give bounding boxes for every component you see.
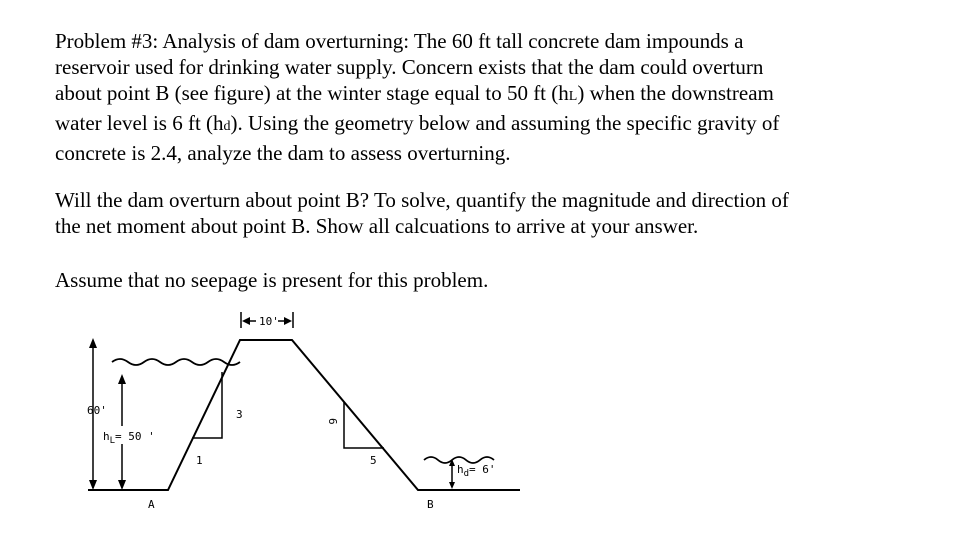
problem-line-3-text: about point B (see figure) at the winter stage equal to 50 ft (h <box>55 81 569 105</box>
hd-label-h: h <box>457 463 464 476</box>
dam-outline <box>88 340 520 490</box>
problem-line-1: Problem #3: Analysis of dam overturning: The 60 ft tall concrete dam impounds a <box>55 29 744 53</box>
hd-label-sub: d <box>463 469 470 479</box>
hl-label-sub: L <box>109 436 116 446</box>
problem-line-5: concrete is 2.4, analyze the dam to assess overturning. <box>55 141 511 165</box>
assumption-line: Assume that no seepage is present for this problem. <box>55 268 489 292</box>
hl-arrow-bottom-icon <box>118 480 126 490</box>
top-width-arrow-right-icon <box>284 317 292 325</box>
downstream-slope-rise-label: 6 <box>326 418 339 425</box>
downstream-slope-run-label: 5 <box>370 454 377 467</box>
top-width-arrow-left-icon <box>242 317 250 325</box>
top-width-label: 10' <box>259 315 279 328</box>
problem-line-4-rest: ). Using the geometry below and assuming the specific gravity of <box>230 111 780 135</box>
problem-line-3-rest: ) when the downstream <box>577 81 774 105</box>
hl-label-value: = 50 ' <box>115 430 155 443</box>
upstream-water-surface <box>112 359 240 365</box>
point-b-label: B <box>427 498 434 511</box>
problem-line-4-text: water level is 6 ft (h <box>55 111 224 135</box>
hd-label <box>457 463 496 479</box>
height-arrow-top-icon <box>89 338 97 348</box>
hl-label-h: h <box>103 430 110 443</box>
upstream-slope-rise-label: 3 <box>236 408 243 421</box>
hl-subscript: L <box>568 89 578 104</box>
question-line-1: Will the dam overturn about point B? To solve, quantify the magnitude and direction of <box>55 188 789 212</box>
problem-line-2: reservoir used for drinking water supply. Concern exists that the dam could overturn <box>55 55 764 79</box>
question-line-2: the net moment about point B. Show all calcuations to arrive at your answer. <box>55 214 699 238</box>
hd-label-value: = 6' <box>469 463 496 476</box>
height-label: 60' <box>87 404 107 417</box>
upstream-slope-triangle <box>192 372 222 438</box>
point-a-label: A <box>148 498 155 511</box>
hd-arrow-bottom-icon <box>449 482 455 489</box>
hd-subscript: d <box>223 119 231 134</box>
hl-arrow-top-icon <box>118 374 126 384</box>
height-arrow-bottom-icon <box>89 480 97 490</box>
upstream-slope-run-label: 1 <box>196 454 203 467</box>
